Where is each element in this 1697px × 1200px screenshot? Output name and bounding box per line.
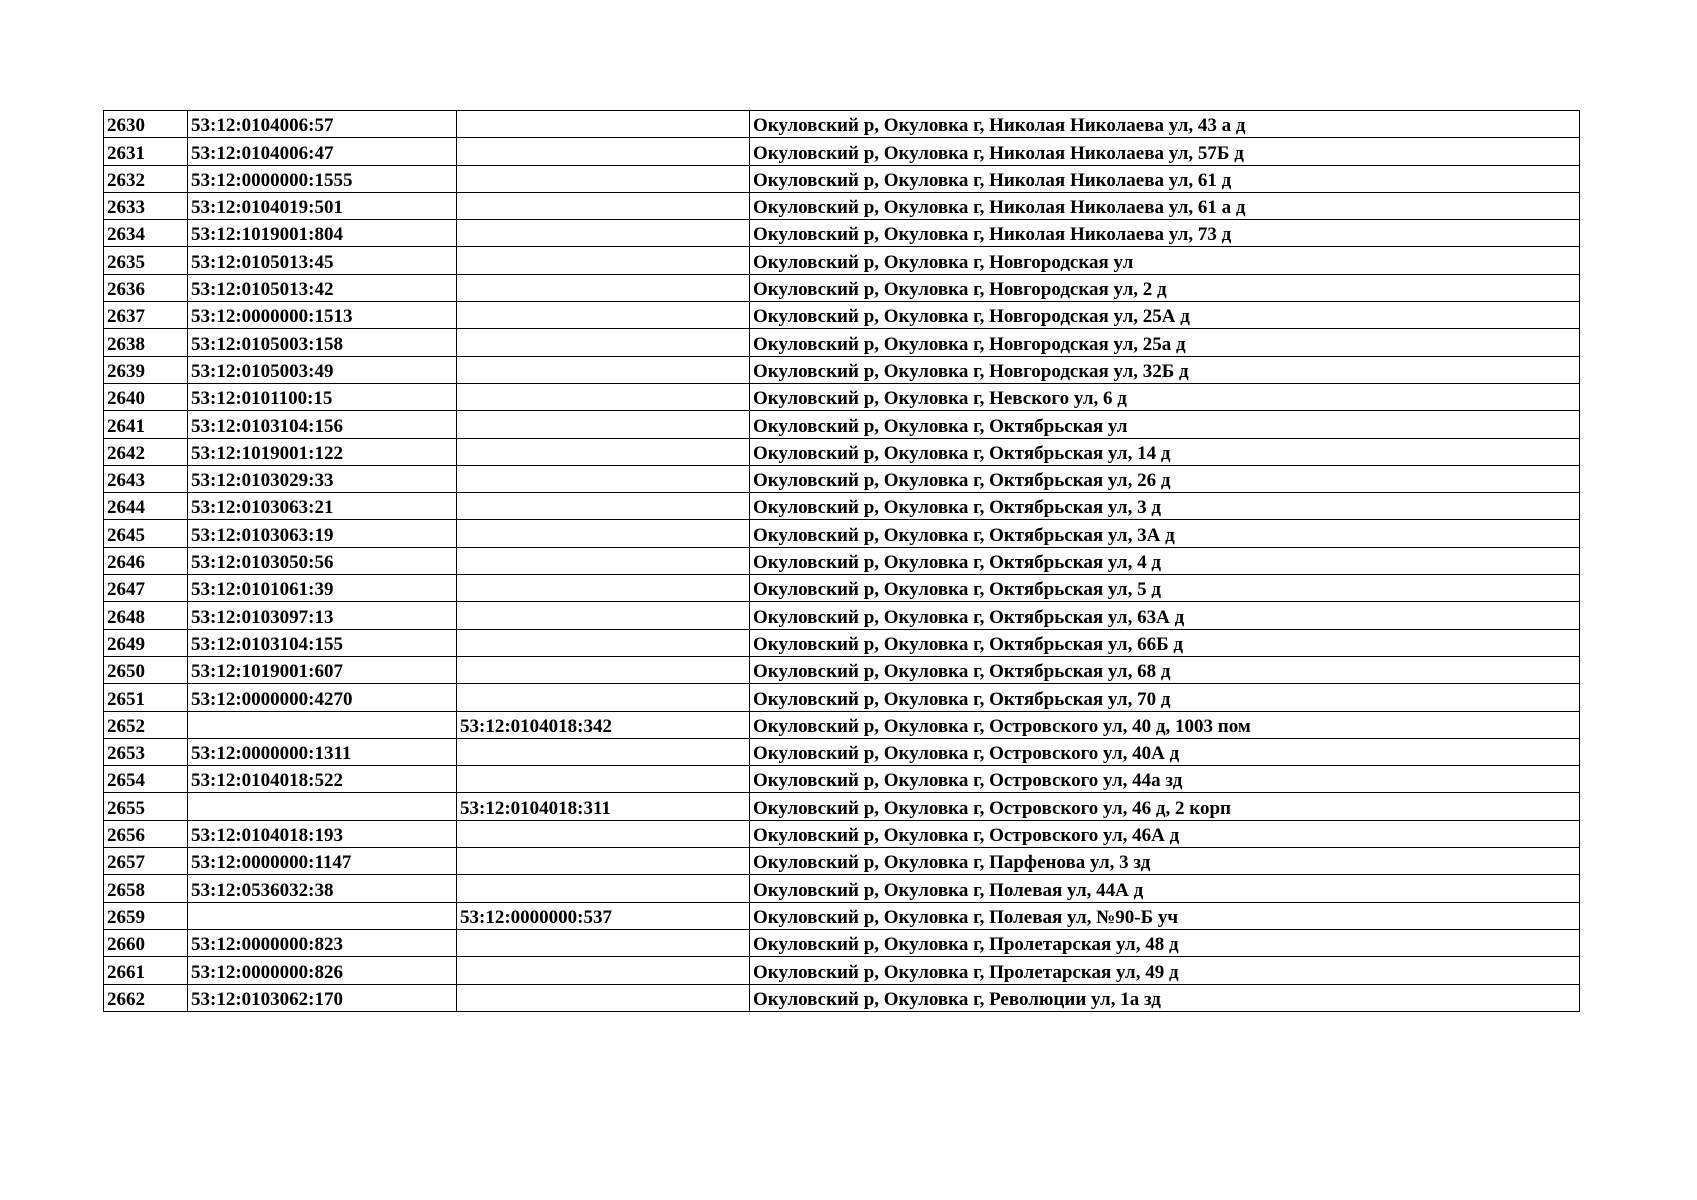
premises-cadastral-number-cell	[457, 684, 750, 711]
cadastral-number-cell	[188, 302, 457, 329]
address-cell-text: Окуловский р, Окуловка г, Николая Николаева ул, 43 а д	[753, 115, 1246, 137]
premises-cadastral-number-cell	[457, 766, 750, 793]
row-number-cell	[104, 247, 188, 274]
address-cell-text: Окуловский р, Окуловка г, Революции ул, 1а зд	[753, 988, 1161, 1010]
address-cell	[750, 738, 1580, 765]
row-number-cell	[104, 793, 188, 820]
table-row	[104, 493, 1580, 520]
cadastral-number-cell-text: 53:12:0103050:56	[191, 552, 334, 574]
premises-cadastral-number-cell	[457, 274, 750, 301]
address-cell	[750, 547, 1580, 574]
premises-cadastral-number-cell	[457, 656, 750, 683]
address-cell-text: Окуловский р, Окуловка г, Островского ул, 40А д	[753, 743, 1180, 765]
address-cell	[750, 356, 1580, 383]
cadastral-number-cell	[188, 656, 457, 683]
address-cell-text: Окуловский р, Окуловка г, Новгородская ул, 25а д	[753, 333, 1186, 355]
row-number-cell-text: 2650	[107, 661, 145, 683]
row-number-cell-text: 2642	[107, 442, 145, 464]
premises-cadastral-number-cell	[457, 438, 750, 465]
premises-cadastral-number-cell-text: 53:12:0104018:342	[460, 715, 612, 737]
document-page	[103, 110, 1579, 1012]
address-cell-text: Окуловский р, Окуловка г, Новгородская ул, 32Б д	[753, 360, 1189, 382]
address-cell-text: Окуловский р, Окуловка г, Николая Николаева ул, 73 д	[753, 224, 1232, 246]
address-cell	[750, 602, 1580, 629]
premises-cadastral-number-cell	[457, 711, 750, 738]
premises-cadastral-number-cell	[457, 875, 750, 902]
table-row	[104, 220, 1580, 247]
address-cell	[750, 493, 1580, 520]
cadastral-number-cell-text: 53:12:0104019:501	[191, 197, 343, 219]
address-cell	[750, 302, 1580, 329]
cadastral-number-cell	[188, 465, 457, 492]
table-row	[104, 165, 1580, 192]
row-number-cell	[104, 220, 188, 247]
cadastral-number-cell	[188, 602, 457, 629]
address-cell	[750, 383, 1580, 410]
row-number-cell-text: 2662	[107, 988, 145, 1010]
row-number-cell-text: 2638	[107, 333, 145, 355]
premises-cadastral-number-cell	[457, 575, 750, 602]
address-cell	[750, 247, 1580, 274]
address-cell-text: Окуловский р, Окуловка г, Новгородская ул	[753, 251, 1134, 273]
address-cell-text: Окуловский р, Окуловка г, Николая Николаева ул, 61 а д	[753, 197, 1246, 219]
row-number-cell	[104, 766, 188, 793]
address-cell	[750, 465, 1580, 492]
table-row	[104, 711, 1580, 738]
address-cell-text: Окуловский р, Окуловка г, Новгородская ул, 2 д	[753, 279, 1167, 301]
address-cell-text: Окуловский р, Окуловка г, Парфенова ул, 3 зд	[753, 852, 1151, 874]
row-number-cell	[104, 656, 188, 683]
address-cell	[750, 929, 1580, 956]
row-number-cell-text: 2644	[107, 497, 145, 519]
cadastral-number-cell-text: 53:12:0105013:42	[191, 279, 334, 301]
cadastral-number-cell-text: 53:12:0105003:49	[191, 360, 334, 382]
cadastral-number-cell-text: 53:12:0000000:4270	[191, 688, 353, 710]
row-number-cell-text: 2660	[107, 934, 145, 956]
row-number-cell	[104, 547, 188, 574]
address-cell	[750, 220, 1580, 247]
row-number-cell	[104, 383, 188, 410]
address-cell	[750, 656, 1580, 683]
address-cell	[750, 138, 1580, 165]
premises-cadastral-number-cell	[457, 520, 750, 547]
row-number-cell-text: 2659	[107, 906, 145, 928]
row-number-cell-text: 2632	[107, 169, 145, 191]
row-number-cell-text: 2640	[107, 388, 145, 410]
premises-cadastral-number-cell	[457, 793, 750, 820]
cadastral-number-cell-text: 53:12:0103029:33	[191, 470, 334, 492]
premises-cadastral-number-cell-text: 53:12:0000000:537	[460, 906, 612, 928]
row-number-cell-text: 2646	[107, 552, 145, 574]
cadastral-number-cell	[188, 411, 457, 438]
row-number-cell-text: 2651	[107, 688, 145, 710]
cadastral-number-cell-text: 53:12:0104018:522	[191, 770, 343, 792]
address-cell	[750, 111, 1580, 138]
cadastral-number-cell-text: 53:12:0103062:170	[191, 988, 343, 1010]
table-row	[104, 411, 1580, 438]
address-cell	[750, 793, 1580, 820]
premises-cadastral-number-cell-text: 53:12:0104018:311	[460, 797, 611, 819]
row-number-cell-text: 2639	[107, 360, 145, 382]
row-number-cell	[104, 165, 188, 192]
cadastral-number-cell-text: 53:12:0104018:193	[191, 825, 343, 847]
row-number-cell-text: 2637	[107, 306, 145, 328]
cadastral-number-cell	[188, 575, 457, 602]
premises-cadastral-number-cell	[457, 111, 750, 138]
premises-cadastral-number-cell	[457, 902, 750, 929]
cadastral-number-cell-text: 53:12:0103063:21	[191, 497, 334, 519]
cadastral-number-cell	[188, 520, 457, 547]
row-number-cell	[104, 438, 188, 465]
cadastral-number-cell	[188, 902, 457, 929]
row-number-cell-text: 2658	[107, 879, 145, 901]
cadastral-number-cell	[188, 356, 457, 383]
premises-cadastral-number-cell	[457, 929, 750, 956]
row-number-cell	[104, 711, 188, 738]
row-number-cell-text: 2635	[107, 251, 145, 273]
row-number-cell	[104, 411, 188, 438]
address-cell-text: Окуловский р, Окуловка г, Пролетарская ул, 48 д	[753, 934, 1179, 956]
address-cell-text: Окуловский р, Окуловка г, Островского ул, 44а зд	[753, 770, 1183, 792]
address-cell-text: Окуловский р, Окуловка г, Полевая ул, 44А д	[753, 879, 1144, 901]
address-cell	[750, 957, 1580, 984]
premises-cadastral-number-cell	[457, 984, 750, 1011]
table-row	[104, 766, 1580, 793]
table-row	[104, 929, 1580, 956]
address-cell-text: Окуловский р, Окуловка г, Октябрьская ул, 68 д	[753, 661, 1171, 683]
premises-cadastral-number-cell	[457, 138, 750, 165]
row-number-cell	[104, 111, 188, 138]
table-row	[104, 192, 1580, 219]
address-cell	[750, 848, 1580, 875]
address-cell-text: Окуловский р, Окуловка г, Октябрьская ул, 5 д	[753, 579, 1161, 601]
table-row	[104, 984, 1580, 1011]
cadastral-number-cell	[188, 848, 457, 875]
cadastral-number-cell-text: 53:12:0000000:823	[191, 934, 343, 956]
row-number-cell-text: 2661	[107, 961, 145, 983]
address-cell-text: Окуловский р, Окуловка г, Николая Николаева ул, 61 д	[753, 169, 1232, 191]
premises-cadastral-number-cell-text	[460, 1010, 746, 1011]
table-row	[104, 820, 1580, 847]
row-number-cell-text: 2647	[107, 579, 145, 601]
row-number-cell	[104, 929, 188, 956]
cadastral-number-cell	[188, 957, 457, 984]
row-number-cell	[104, 302, 188, 329]
cadastral-number-cell-text: 53:12:0105013:45	[191, 251, 334, 273]
table-row	[104, 356, 1580, 383]
cadastral-number-cell	[188, 383, 457, 410]
cadastral-number-cell	[188, 192, 457, 219]
premises-cadastral-number-cell	[457, 602, 750, 629]
premises-cadastral-number-cell	[457, 329, 750, 356]
address-cell-text: Окуловский р, Окуловка г, Октябрьская ул, 4 д	[753, 552, 1161, 574]
row-number-cell-text: 2641	[107, 415, 145, 437]
cadastral-number-cell-text: 53:12:0000000:1513	[191, 306, 353, 328]
address-cell-text: Окуловский р, Окуловка г, Октябрьская ул, 26 д	[753, 470, 1171, 492]
cadastral-number-cell	[188, 766, 457, 793]
address-cell	[750, 984, 1580, 1011]
address-cell	[750, 820, 1580, 847]
premises-cadastral-number-cell	[457, 165, 750, 192]
cadastral-number-cell	[188, 820, 457, 847]
row-number-cell	[104, 629, 188, 656]
premises-cadastral-number-cell	[457, 629, 750, 656]
table-row	[104, 274, 1580, 301]
premises-cadastral-number-cell	[457, 547, 750, 574]
premises-cadastral-number-cell	[457, 848, 750, 875]
row-number-cell	[104, 138, 188, 165]
table-row	[104, 602, 1580, 629]
property-registry-table	[103, 110, 1580, 1012]
row-number-cell	[104, 738, 188, 765]
premises-cadastral-number-cell	[457, 493, 750, 520]
row-number-cell-text: 2631	[107, 142, 145, 164]
cadastral-number-cell-text: 53:12:0000000:1311	[191, 743, 352, 765]
cadastral-number-cell-text: 53:12:0104006:47	[191, 142, 334, 164]
cadastral-number-cell-text: 53:12:0105003:158	[191, 333, 343, 355]
cadastral-number-cell-text: 53:12:0101100:15	[191, 388, 333, 410]
row-number-cell-text: 2634	[107, 224, 145, 246]
row-number-cell-text: 2655	[107, 797, 145, 819]
table-row	[104, 302, 1580, 329]
address-cell	[750, 274, 1580, 301]
table-row	[104, 575, 1580, 602]
address-cell	[750, 684, 1580, 711]
table-row	[104, 738, 1580, 765]
address-cell	[750, 438, 1580, 465]
cadastral-number-cell-text: 53:12:0000000:1555	[191, 169, 353, 191]
address-cell	[750, 902, 1580, 929]
row-number-cell	[104, 602, 188, 629]
row-number-cell	[104, 820, 188, 847]
address-cell-text: Окуловский р, Окуловка г, Октябрьская ул, 14 д	[753, 442, 1171, 464]
premises-cadastral-number-cell	[457, 738, 750, 765]
row-number-cell-text: 2643	[107, 470, 145, 492]
address-cell-text: Окуловский р, Окуловка г, Невского ул, 6 д	[753, 388, 1127, 410]
cadastral-number-cell	[188, 493, 457, 520]
table-row	[104, 848, 1580, 875]
cadastral-number-cell-text: 53:12:0103097:13	[191, 606, 334, 628]
address-cell-text: Окуловский р, Окуловка г, Октябрьская ул, 63А д	[753, 606, 1185, 628]
row-number-cell	[104, 465, 188, 492]
premises-cadastral-number-cell	[457, 302, 750, 329]
address-cell-text: Окуловский р, Окуловка г, Октябрьская ул, 66Б д	[753, 633, 1184, 655]
cadastral-number-cell-text: 53:12:1019001:607	[191, 661, 343, 683]
address-cell	[750, 411, 1580, 438]
cadastral-number-cell	[188, 274, 457, 301]
row-number-cell	[104, 520, 188, 547]
cadastral-number-cell	[188, 438, 457, 465]
table-row	[104, 875, 1580, 902]
row-number-cell-text: 2656	[107, 825, 145, 847]
premises-cadastral-number-cell	[457, 465, 750, 492]
row-number-cell	[104, 684, 188, 711]
premises-cadastral-number-cell	[457, 356, 750, 383]
cadastral-number-cell	[188, 220, 457, 247]
table-row	[104, 902, 1580, 929]
table-row	[104, 383, 1580, 410]
cadastral-number-cell	[188, 329, 457, 356]
table-row	[104, 684, 1580, 711]
cadastral-number-cell	[188, 547, 457, 574]
cadastral-number-cell-text: 53:12:0101061:39	[191, 579, 334, 601]
row-number-cell	[104, 848, 188, 875]
premises-cadastral-number-cell	[457, 247, 750, 274]
address-cell	[750, 165, 1580, 192]
cadastral-number-cell	[188, 684, 457, 711]
row-number-cell-text: 2630	[107, 115, 145, 137]
row-number-cell-text: 2657	[107, 852, 145, 874]
address-cell	[750, 766, 1580, 793]
table-row	[104, 465, 1580, 492]
cadastral-number-cell	[188, 875, 457, 902]
row-number-cell-text: 2653	[107, 743, 145, 765]
premises-cadastral-number-cell	[457, 820, 750, 847]
cadastral-number-cell-text: 53:12:0103104:156	[191, 415, 343, 437]
address-cell	[750, 329, 1580, 356]
address-cell-text: Окуловский р, Окуловка г, Октябрьская ул, 3А д	[753, 524, 1175, 546]
table-row	[104, 247, 1580, 274]
row-number-cell-text: 2633	[107, 197, 145, 219]
address-cell-text: Окуловский р, Окуловка г, Полевая ул, №90-Б уч	[753, 906, 1179, 928]
table-row	[104, 547, 1580, 574]
row-number-cell	[104, 875, 188, 902]
cadastral-number-cell	[188, 138, 457, 165]
cadastral-number-cell	[188, 111, 457, 138]
address-cell	[750, 629, 1580, 656]
row-number-cell	[104, 575, 188, 602]
cadastral-number-cell	[188, 738, 457, 765]
row-number-cell	[104, 356, 188, 383]
registry-table-body	[104, 111, 1580, 1012]
table-row	[104, 957, 1580, 984]
address-cell-text: Окуловский р, Окуловка г, Новгородская ул, 25А д	[753, 306, 1190, 328]
row-number-cell	[104, 493, 188, 520]
address-cell	[750, 875, 1580, 902]
cadastral-number-cell	[188, 929, 457, 956]
row-number-cell	[104, 902, 188, 929]
address-cell-text: Окуловский р, Окуловка г, Островского ул, 46А д	[753, 825, 1180, 847]
row-number-cell-text: 2648	[107, 606, 145, 628]
cadastral-number-cell-text: 53:12:0104006:57	[191, 115, 334, 137]
row-number-cell	[104, 984, 188, 1011]
address-cell-text: Окуловский р, Окуловка г, Октябрьская ул	[753, 415, 1128, 437]
address-cell-text: Окуловский р, Окуловка г, Пролетарская ул, 49 д	[753, 961, 1179, 983]
cadastral-number-cell	[188, 793, 457, 820]
address-cell-text: Окуловский р, Окуловка г, Островского ул, 46 д, 2 корп	[753, 797, 1231, 819]
cadastral-number-cell-text: 53:12:1019001:122	[191, 442, 343, 464]
premises-cadastral-number-cell	[457, 957, 750, 984]
row-number-cell-text: 2636	[107, 279, 145, 301]
address-cell-text: Окуловский р, Окуловка г, Островского ул, 40 д, 1003 пом	[753, 715, 1251, 737]
cadastral-number-cell-text: 53:12:0103104:155	[191, 633, 343, 655]
cadastral-number-cell	[188, 984, 457, 1011]
address-cell	[750, 520, 1580, 547]
address-cell-text: Окуловский р, Окуловка г, Николая Николаева ул, 57Б д	[753, 142, 1244, 164]
address-cell	[750, 192, 1580, 219]
row-number-cell	[104, 329, 188, 356]
row-number-cell-text: 2652	[107, 715, 145, 737]
cadastral-number-cell	[188, 165, 457, 192]
table-row	[104, 629, 1580, 656]
cadastral-number-cell	[188, 629, 457, 656]
cadastral-number-cell-text: 53:12:0103063:19	[191, 524, 334, 546]
table-row	[104, 793, 1580, 820]
address-cell-text: Окуловский р, Окуловка г, Октябрьская ул, 70 д	[753, 688, 1171, 710]
cadastral-number-cell-text: 53:12:0536032:38	[191, 879, 334, 901]
address-cell	[750, 711, 1580, 738]
table-row	[104, 329, 1580, 356]
premises-cadastral-number-cell	[457, 220, 750, 247]
row-number-cell	[104, 957, 188, 984]
premises-cadastral-number-cell	[457, 383, 750, 410]
table-row	[104, 520, 1580, 547]
table-row	[104, 111, 1580, 138]
row-number-cell-text: 2645	[107, 524, 145, 546]
table-row	[104, 138, 1580, 165]
cadastral-number-cell	[188, 711, 457, 738]
premises-cadastral-number-cell	[457, 192, 750, 219]
cadastral-number-cell-text: 53:12:0000000:826	[191, 961, 343, 983]
row-number-cell	[104, 274, 188, 301]
row-number-cell-text: 2654	[107, 770, 145, 792]
table-row	[104, 656, 1580, 683]
address-cell-text: Окуловский р, Окуловка г, Октябрьская ул, 3 д	[753, 497, 1161, 519]
cadastral-number-cell-text: 53:12:1019001:804	[191, 224, 343, 246]
premises-cadastral-number-cell	[457, 411, 750, 438]
address-cell	[750, 575, 1580, 602]
row-number-cell-text: 2649	[107, 633, 145, 655]
row-number-cell	[104, 192, 188, 219]
cadastral-number-cell	[188, 247, 457, 274]
cadastral-number-cell-text: 53:12:0000000:1147	[191, 852, 352, 874]
table-row	[104, 438, 1580, 465]
